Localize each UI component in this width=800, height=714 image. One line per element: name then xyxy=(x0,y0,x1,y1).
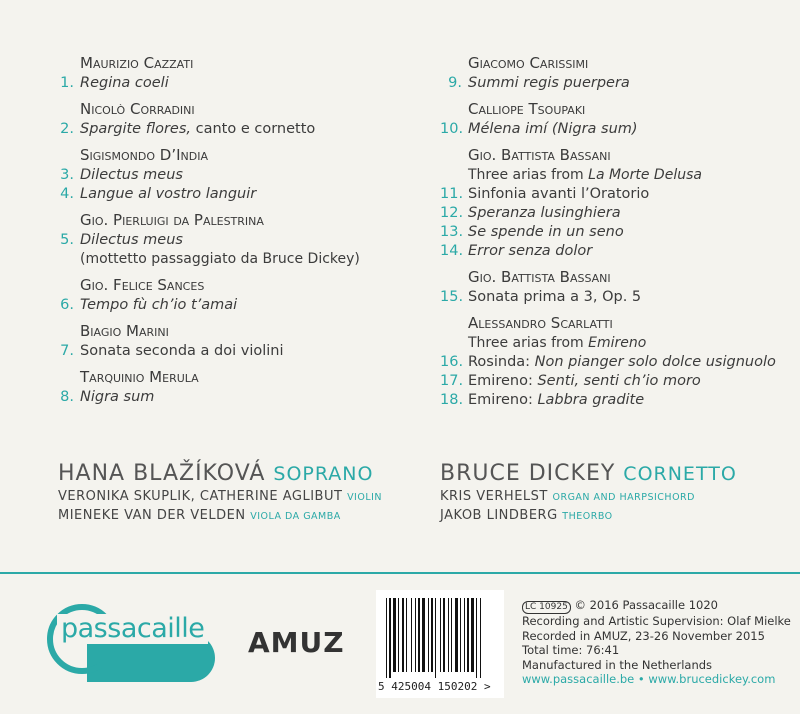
barcode xyxy=(376,590,504,698)
track-title xyxy=(80,231,392,250)
track-row xyxy=(440,74,780,93)
logo-text: passacaille xyxy=(57,614,208,644)
composer-group xyxy=(52,98,392,139)
recorded-line: Recorded in AMUZ, 23-26 November 2015 xyxy=(522,628,765,643)
track-title xyxy=(80,185,392,204)
lc-badge: LC 10925 xyxy=(522,601,571,614)
composer-group xyxy=(52,209,392,269)
composer-name: Sigismondo D’India xyxy=(80,146,208,164)
barcode-bar xyxy=(435,598,436,678)
track-title-text: Tempo fù ch’io t’amai xyxy=(80,297,238,313)
composer-group xyxy=(52,144,392,204)
track-title xyxy=(80,120,392,139)
track-note: (mottetto passaggiato da Bruce Dickey) xyxy=(80,251,360,267)
track-row xyxy=(52,74,392,93)
performer-line xyxy=(58,488,382,507)
composer-name: Biagio Marini xyxy=(80,322,169,340)
track-row xyxy=(52,231,392,250)
work-title: Emireno xyxy=(588,335,647,351)
track-row xyxy=(52,342,392,361)
track-title-text: Mélena imí (Nigra sum) xyxy=(468,121,638,137)
lead-performer-name: BRUCE DICKEY xyxy=(440,461,616,486)
composer-name: Gio. Pierluigi da Palestrina xyxy=(80,211,264,229)
track-number: 2. xyxy=(60,121,74,137)
amuz-logo: AMUZ xyxy=(248,626,345,659)
barcode-bar xyxy=(393,598,396,672)
track-row xyxy=(52,296,392,315)
track-title xyxy=(80,166,392,185)
barcode-bar xyxy=(406,598,407,672)
lead-performer-line xyxy=(58,460,382,488)
performer-name: MIENEKE VAN DER VELDEN xyxy=(58,508,246,523)
track-number: 8. xyxy=(60,389,74,405)
performer-name: JAKOB LINDBERG xyxy=(440,508,558,523)
composer-group xyxy=(440,98,780,139)
performers-right xyxy=(440,460,737,526)
track-list-left xyxy=(52,52,392,412)
track-role: Emireno: xyxy=(468,392,538,408)
lead-performer-role: SOPRANO xyxy=(273,463,374,485)
work-title: La Morte Delusa xyxy=(588,167,702,183)
track-number: 18. xyxy=(440,392,464,408)
performer-name: KRIS VERHELST xyxy=(440,489,548,504)
barcode-bar xyxy=(480,598,481,678)
barcode-bar xyxy=(455,598,458,672)
barcode-bars xyxy=(384,598,496,678)
track-number: 5. xyxy=(60,232,74,248)
track-title-text: Regina coeli xyxy=(80,75,169,91)
track-title-text: Nigra sum xyxy=(80,389,155,405)
track-number: 4. xyxy=(60,186,74,202)
barcode-bar xyxy=(467,598,469,672)
track-title-text: Langue al vostro languir xyxy=(80,186,257,202)
barcode-bar xyxy=(418,598,420,672)
track-row xyxy=(440,120,780,139)
work-intro xyxy=(468,334,780,353)
track-number: 3. xyxy=(60,167,74,183)
copyright-line xyxy=(522,598,791,614)
track-number: 15. xyxy=(440,289,464,305)
track-title xyxy=(468,223,780,242)
track-row xyxy=(440,391,780,410)
track-title-text: Sinfonia avanti l’Oratorio xyxy=(468,186,650,202)
composer-name: Gio. Battista Bassani xyxy=(468,268,611,286)
passacaille-logo xyxy=(47,604,217,682)
composer-group xyxy=(440,144,780,261)
barcode-bar xyxy=(386,598,387,678)
performer-role: VIOLIN xyxy=(347,492,383,503)
composer-group xyxy=(440,312,780,410)
barcode-bar xyxy=(440,598,441,672)
track-subtitle: canto e cornetto xyxy=(191,121,316,137)
lead-performer-name: HANA BLAŽÍKOVÁ xyxy=(58,461,266,486)
track-row xyxy=(440,372,780,391)
barcode-digits: 5 425004 150202 > xyxy=(378,680,491,693)
track-row xyxy=(52,388,392,407)
performer-role: ORGAN AND HARPSICHORD xyxy=(552,492,695,503)
track-number: 7. xyxy=(60,343,74,359)
track-title-text: Sonata prima a 3, Op. 5 xyxy=(468,289,642,305)
composer-group xyxy=(52,274,392,315)
barcode-bar xyxy=(471,598,474,672)
track-title-text: Error senza dolor xyxy=(468,243,593,259)
track-row xyxy=(440,185,780,204)
track-row xyxy=(440,288,780,307)
composer-group xyxy=(440,52,780,93)
barcode-bar xyxy=(476,598,477,678)
track-row xyxy=(440,204,780,223)
copyright-text: © 2016 Passacaille 1020 xyxy=(574,598,718,612)
track-row xyxy=(440,353,780,372)
track-number: 13. xyxy=(440,224,464,240)
composer-name: Giacomo Carissimi xyxy=(468,54,589,72)
lead-performer-role: CORNETTO xyxy=(623,463,737,485)
track-row xyxy=(52,185,392,204)
track-title xyxy=(468,372,780,391)
track-title-text: Speranza lusinghiera xyxy=(468,205,621,221)
track-title-text: Senti, senti ch’io moro xyxy=(537,373,701,389)
track-number: 14. xyxy=(440,243,464,259)
track-row xyxy=(52,120,392,139)
composer-name: Maurizio Cazzati xyxy=(80,54,194,72)
barcode-bar xyxy=(398,598,399,672)
composer-name: Alessandro Scarlatti xyxy=(468,314,613,332)
website-links[interactable]: www.passacaille.be • www.brucedickey.com xyxy=(522,672,776,686)
track-row xyxy=(52,166,392,185)
composer-group xyxy=(52,320,392,361)
track-row xyxy=(440,223,780,242)
track-row xyxy=(440,242,780,261)
track-title-text: Sonata seconda a doi violini xyxy=(80,343,284,359)
track-number: 16. xyxy=(440,354,464,370)
manufactured-line: Manufactured in the Netherlands xyxy=(522,657,713,672)
track-title-text: Labbra gradite xyxy=(537,392,645,408)
barcode-bar xyxy=(402,598,404,672)
track-number: 9. xyxy=(448,75,462,91)
track-title xyxy=(468,120,780,139)
track-number: 10. xyxy=(440,121,464,137)
performer-line xyxy=(440,507,737,526)
track-number: 17. xyxy=(440,373,464,389)
composer-name: Calliope Tsoupaki xyxy=(468,100,586,118)
composer-name: Gio. Battista Bassani xyxy=(468,146,611,164)
track-number: 1. xyxy=(60,75,74,91)
performer-line xyxy=(58,507,382,526)
barcode-bar xyxy=(428,598,429,672)
barcode-bar xyxy=(422,598,425,672)
composer-group xyxy=(440,266,780,307)
track-title-text: Spargite flores, xyxy=(80,121,191,137)
track-title-text: Non pianger solo dolce usignuolo xyxy=(534,354,776,370)
composer-name: Tarquinio Merula xyxy=(80,368,199,386)
track-title xyxy=(468,74,780,93)
track-title xyxy=(80,388,392,407)
performer-line xyxy=(440,488,737,507)
track-title xyxy=(468,185,780,204)
track-number: 11. xyxy=(440,186,464,202)
track-title xyxy=(468,353,780,372)
track-list-right xyxy=(440,52,780,415)
barcode-bar xyxy=(448,598,449,672)
track-role: Rosinda: xyxy=(468,354,535,370)
track-title xyxy=(468,391,780,410)
credits xyxy=(522,598,791,687)
work-intro-text: Three arias from xyxy=(468,167,589,183)
lead-performer-line xyxy=(440,460,737,488)
barcode-bar xyxy=(451,598,452,672)
track-title xyxy=(468,204,780,223)
composer-group xyxy=(52,52,392,93)
barcode-bar xyxy=(460,598,461,672)
performer-role: THEORBO xyxy=(562,511,613,522)
track-title-text: Summi regis puerpera xyxy=(468,75,630,91)
track-title xyxy=(80,342,392,361)
track-number: 12. xyxy=(440,205,464,221)
track-title-text: Dilectus meus xyxy=(80,232,183,248)
track-number: 6. xyxy=(60,297,74,313)
composer-name: Nicolò Corradini xyxy=(80,100,195,118)
barcode-bar xyxy=(389,598,391,678)
performer-name: VERONIKA SKUPLIK, CATHERINE AGLIBUT xyxy=(58,489,343,504)
supervision-line: Recording and Artistic Supervision: Olaf Mielke xyxy=(522,614,791,628)
track-title xyxy=(468,288,780,307)
barcode-bar xyxy=(443,598,445,672)
total-time-line: Total time: 76:41 xyxy=(522,643,620,657)
performers-left xyxy=(58,460,382,526)
barcode-bar xyxy=(464,598,465,672)
performer-role: VIOLA DA GAMBA xyxy=(250,511,341,522)
work-intro-text: Three arias from xyxy=(468,335,589,351)
divider-rule xyxy=(0,572,800,574)
track-title xyxy=(80,296,392,315)
track-title xyxy=(80,74,392,93)
composer-name: Gio. Felice Sances xyxy=(80,276,205,294)
barcode-bar xyxy=(411,598,412,672)
track-title-text: Se spende in un seno xyxy=(468,224,624,240)
work-intro xyxy=(468,166,780,185)
track-title xyxy=(468,242,780,261)
track-title-text: Dilectus meus xyxy=(80,167,183,183)
composer-group xyxy=(52,366,392,407)
track-role: Emireno: xyxy=(468,373,538,389)
barcode-bar xyxy=(431,598,433,672)
barcode-bar xyxy=(415,598,416,672)
